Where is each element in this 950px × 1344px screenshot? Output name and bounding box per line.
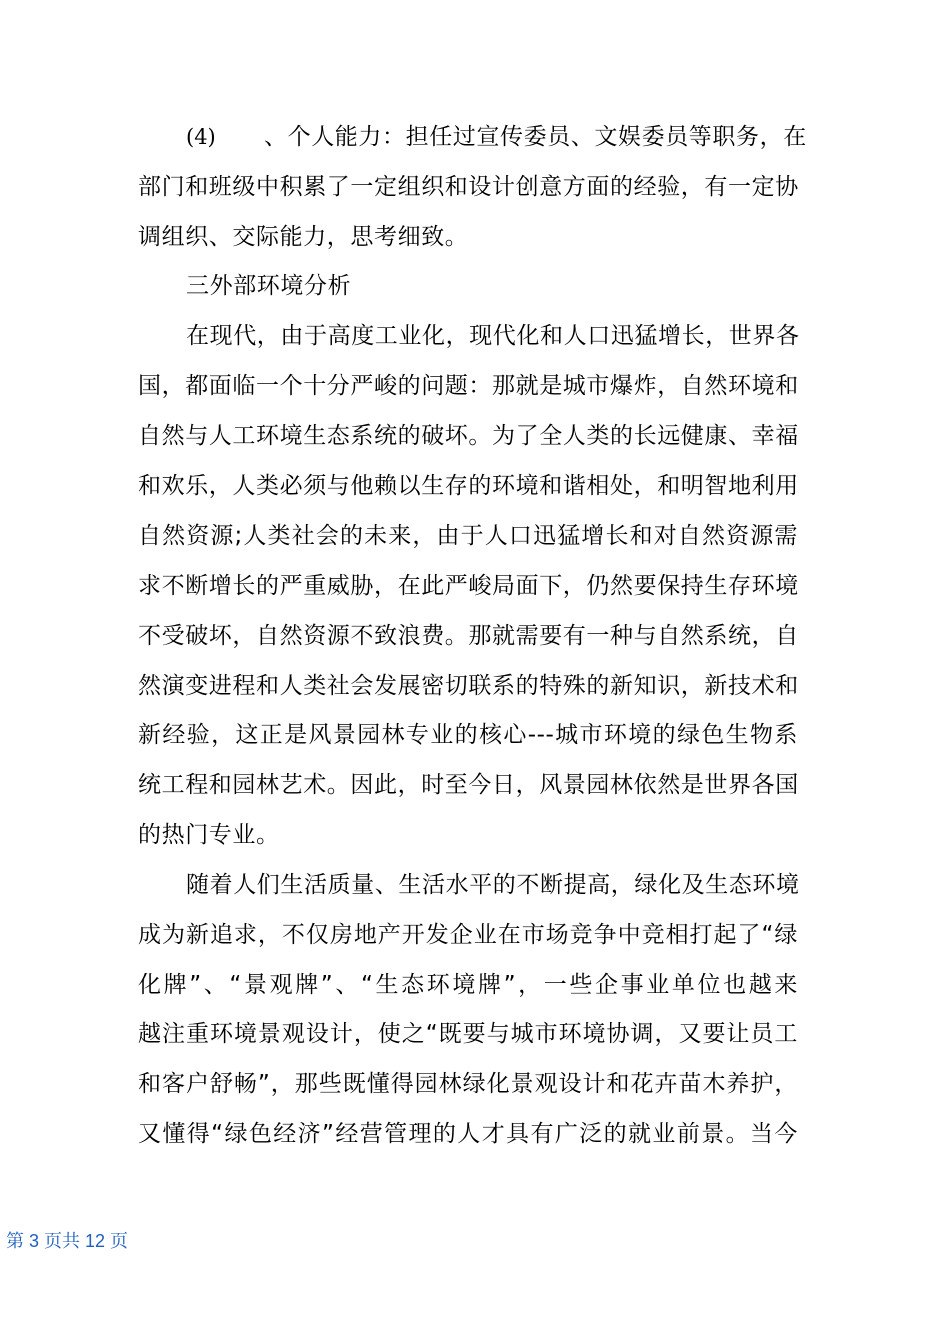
paragraph-text: 、个人能力：担任过宣传委员、文娱委员等职务，在 [264, 124, 807, 150]
paragraph-line: 和客户舒畅”，那些既懂得园林绿化景观设计和花卉苗木养护， [138, 1071, 798, 1097]
paragraph-line: 调组织、交际能力，思考细致。 [138, 224, 469, 250]
paragraph-line: 成为新追求，不仅房地产开发企业在市场竞争中竞相打起了“绿 [138, 922, 798, 948]
paragraph-line: 自然与人工环境生态系统的破坏。为了全人类的长远健康、幸福 [138, 423, 799, 449]
paragraph-line: 新经验，这正是风景园林专业的核心---城市环境的绿色生物系 [138, 722, 798, 748]
paragraph-line: 化牌”、“景观牌”、“生态环境牌”，一些企事业单位也越来 [138, 972, 798, 998]
page-indicator: 第 3 页共 12 页 [6, 1231, 129, 1251]
item-number: (4) [186, 125, 216, 149]
paragraph-line: 然演变进程和人类社会发展密切联系的特殊的新知识，新技术和 [138, 673, 799, 699]
paragraph-line: 随着人们生活质量、生活水平的不断提高，绿化及生态环境 [186, 872, 800, 898]
section-heading: 三外部环境分析 [186, 273, 352, 299]
paragraph-line: 和欢乐，人类必须与他赖以生存的环境和谐相处，和明智地利用 [138, 473, 799, 499]
paragraph-line: 国，都面临一个十分严峻的问题：那就是城市爆炸，自然环境和 [138, 373, 799, 399]
paragraph-line: 的热门专业。 [138, 822, 280, 848]
paragraph-line: 统工程和园林艺术。因此，时至今日，风景园林依然是世界各国 [138, 772, 799, 798]
paragraph-line: 越注重环境景观设计，使之“既要与城市环境协调，又要让员工 [138, 1021, 798, 1047]
paragraph-line: 在现代，由于高度工业化，现代化和人口迅猛增长，世界各 [186, 323, 800, 349]
paragraph-line: 不受破坏，自然资源不致浪费。那就需要有一种与自然系统，自 [138, 623, 799, 649]
paragraph-line [186, 122, 807, 152]
paragraph-line: 部门和班级中积累了一定组织和设计创意方面的经验，有一定协 [138, 174, 799, 200]
paragraph-line: 又懂得“绿色经济”经营管理的人才具有广泛的就业前景。当今 [138, 1121, 798, 1147]
paragraph-line: 自然资源;人类社会的未来，由于人口迅猛增长和对自然资源需 [138, 523, 798, 549]
paragraph-line: 求不断增长的严重威胁，在此严峻局面下，仍然要保持生存环境 [138, 573, 799, 599]
